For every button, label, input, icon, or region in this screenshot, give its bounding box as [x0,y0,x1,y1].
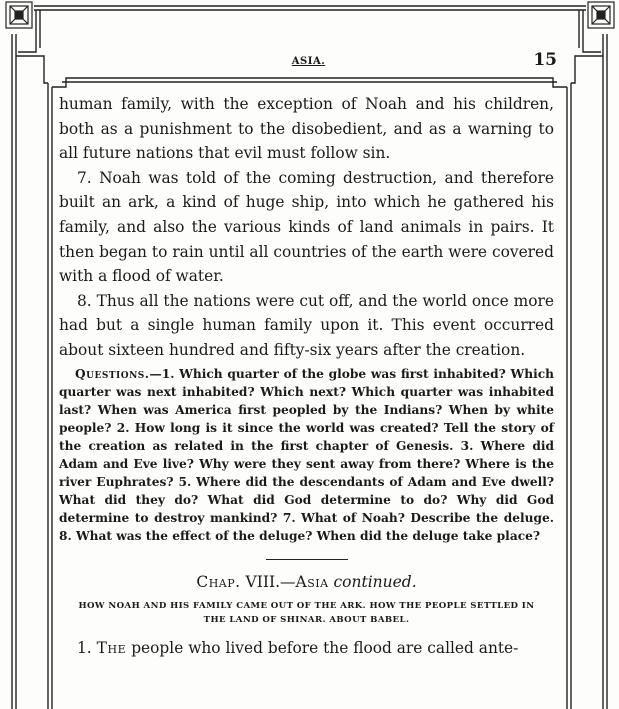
paragraph-1-lead: The [96,639,127,658]
page-body [59,92,554,659]
chapter-number: VIII. [245,573,281,592]
running-head: ASIA. [291,56,326,67]
paragraph-1-text: people who lived before the flood are called ante- [131,639,519,658]
page-header [60,50,557,74]
questions-text: —1. Which quarter of the globe was first inhabited? Which quarter was next inhabited? Which next? Which quarter was inhabited last? When was America first peopled by the Indians? When by white people? 2. How long is it since the world was created? Tell the story of the creation as related in the first chapter of Genesis. 3. Where did Adam and Eve live? Why were they sent away from there? Where is the river Euphrates? 5. Where did the descendants of Adam and Eve dwell? What did they do? What did God determine to do? Why did God determine to destroy mankind? 7. What of Noah? Describe the deluge. 8. What was the effect of the deluge? When did the deluge take place? [59,366,554,544]
questions-block [59,365,554,546]
chapter-continued: continued. [333,573,417,592]
chapter-dash: — [280,573,296,592]
paragraph-8: 8. Thus all the nations were cut off, and the world once more had but a single human family upon it. This event occurred about sixteen hundred and fifty-six years after the creation. [59,291,554,359]
page-number: 15 [533,50,557,70]
paragraph-1-start [59,637,554,659]
questions-label: Questions. [75,366,150,381]
section-divider [266,559,348,560]
chapter-title [59,570,554,594]
chapter-label: Chap. [196,573,241,592]
corner-ornament-right [588,2,614,28]
paragraph-continued: human family, with the exception of Noah and his children, both as a punishment to the disobedient, and as a warning to all future nations that evil must follow sin. [59,95,554,163]
chapter-subject: Asia [295,573,329,592]
paragraph-1-number: 1. [77,639,92,658]
corner-ornament-left [6,2,32,28]
paragraph-7: 7. Noah was told of the coming destruction, and therefore built an ark, a kind of huge ship, into which he gathered his family, and also the various kinds of land animals in pairs. It then began to rain until all countries of the earth were covered with a flood of water. [59,168,554,286]
chapter-subtitle: HOW NOAH AND HIS FAMILY CAME OUT OF THE ARK. HOW THE PEOPLE SETTLED IN THE LAND OF SHINAR. ABOUT BABEL. [78,601,535,626]
